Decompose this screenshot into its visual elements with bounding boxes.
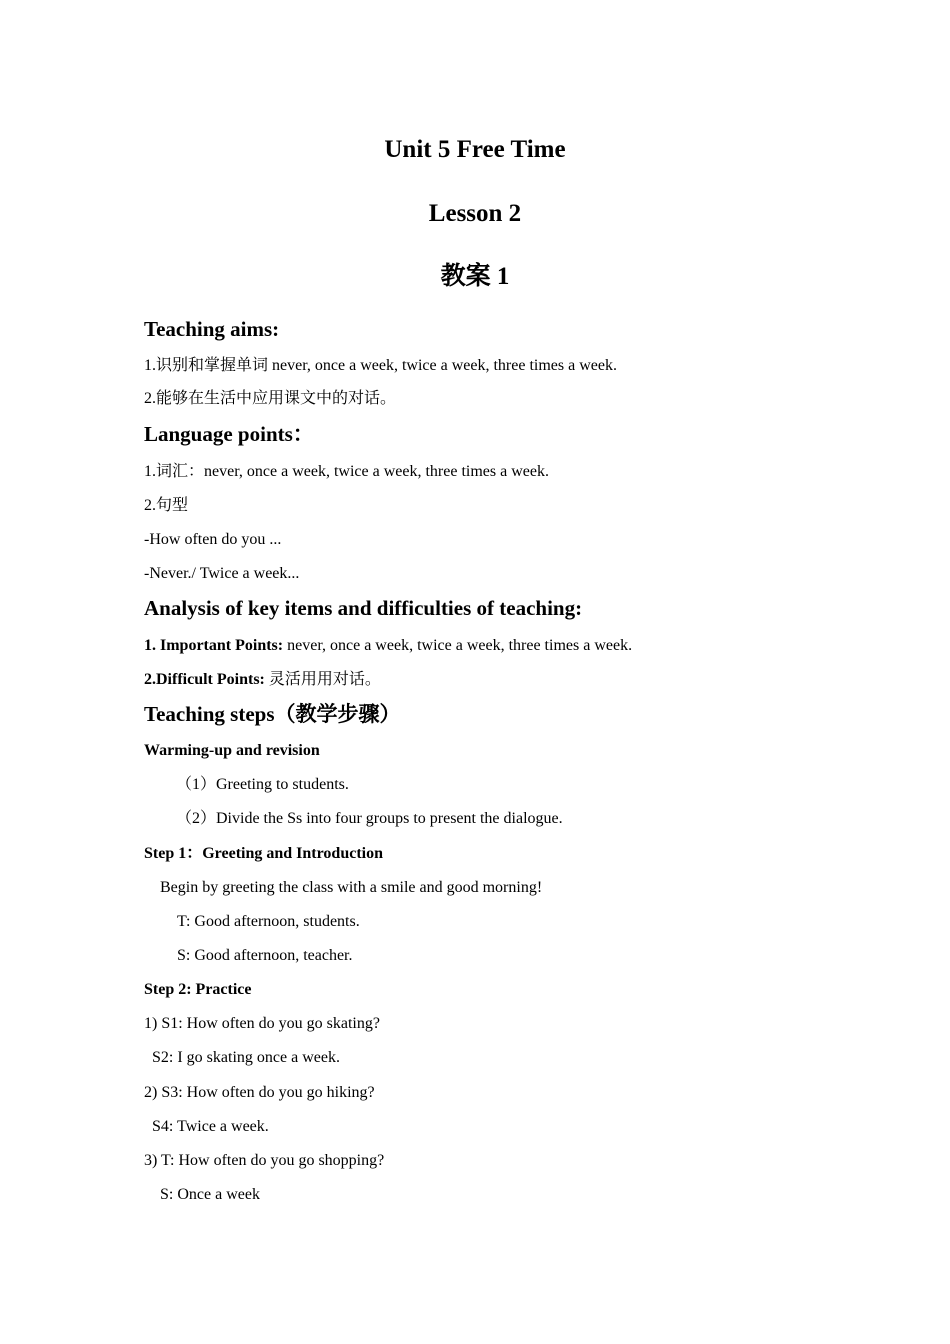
- practice-line: S2: I go skating once a week.: [152, 1049, 340, 1066]
- plan-label: 教案 1: [440, 263, 510, 290]
- sentence-pattern-1: -How often do you ...: [144, 531, 282, 548]
- step1-title: Step 1：Greeting and Introduction: [144, 845, 383, 862]
- step1-line-2: T: Good afternoon, students.: [177, 913, 360, 930]
- warmup-title: Warming-up and revision: [144, 742, 320, 759]
- lesson-title: Lesson 2: [428, 200, 522, 227]
- sentence-pattern-2: -Never./ Twice a week...: [144, 565, 300, 582]
- practice-line: S4: Twice a week.: [152, 1118, 269, 1135]
- warmup-item-1: （1）Greeting to students.: [176, 776, 349, 793]
- practice-line: S: Once a week: [160, 1186, 260, 1203]
- important-points-text: never, once a week, twice a week, three times a week.: [283, 637, 633, 654]
- teaching-aims-heading: Teaching aims:: [144, 317, 280, 341]
- step2-title: Step 2: Practice: [144, 981, 252, 998]
- practice-line: 3) T: How often do you go shopping?: [144, 1152, 385, 1169]
- difficult-points-text: 灵活用用对话。: [264, 671, 381, 688]
- language-points-heading: Language points：: [144, 422, 314, 446]
- document-title: Unit 5 Free Time: [384, 136, 566, 163]
- warmup-item-2: （2）Divide the Ss into four groups to present the dialogue.: [176, 810, 563, 827]
- practice-line: 1) S1: How often do you go skating?: [144, 1015, 380, 1032]
- teaching-steps-heading: Teaching steps（教学步骤）: [144, 702, 401, 726]
- difficult-points-label: 2.Difficult Points:: [144, 671, 265, 688]
- important-points-label: 1. Important Points:: [144, 637, 284, 654]
- language-item-2: 2.句型: [144, 497, 189, 514]
- practice-line: 2) S3: How often do you go hiking?: [144, 1084, 375, 1101]
- aim-item-1: 1.识别和掌握单词 never, once a week, twice a week, three times a week.: [144, 357, 617, 374]
- language-item-1: 1.词汇：never, once a week, twice a week, three times a week.: [144, 463, 549, 480]
- difficult-points: [144, 670, 381, 690]
- step1-line-1: Begin by greeting the class with a smile and good morning!: [160, 879, 543, 896]
- important-points: [144, 636, 632, 656]
- aim-item-2: 2.能够在生活中应用课文中的对话。: [144, 390, 397, 407]
- analysis-heading: Analysis of key items and difficulties of teaching:: [144, 596, 583, 620]
- step1-line-3: S: Good afternoon, teacher.: [177, 947, 353, 964]
